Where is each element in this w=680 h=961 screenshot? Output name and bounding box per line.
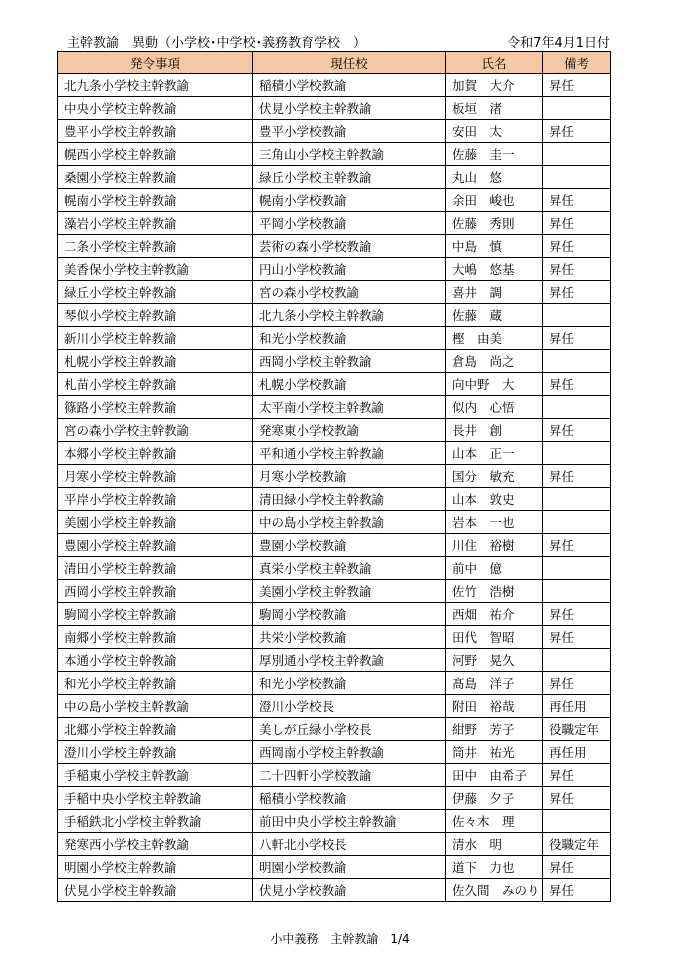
column-header-name: 氏名 <box>446 52 543 74</box>
table-row <box>58 327 611 350</box>
column-header-remarks: 備考 <box>543 52 611 74</box>
table-row <box>58 258 611 281</box>
name-cell: 大嶋 悠基 <box>446 258 543 281</box>
name-cell: 附田 裕哉 <box>446 695 543 718</box>
table-row <box>58 465 611 488</box>
remarks-cell: 昇任 <box>543 235 611 258</box>
name-cell: 河野 晃久 <box>446 649 543 672</box>
remarks-cell <box>543 649 611 672</box>
remarks-cell: 昇任 <box>543 856 611 879</box>
remarks-cell <box>543 511 611 534</box>
name-cell: 川住 裕樹 <box>446 534 543 557</box>
name-cell: 紺野 芳子 <box>446 718 543 741</box>
name-cell: 伊藤 夕子 <box>446 787 543 810</box>
column-header-appointment: 発令事項 <box>58 52 253 74</box>
remarks-cell: 役職定年 <box>543 718 611 741</box>
appointment-cell: 月寒小学校主幹教諭 <box>58 465 253 488</box>
appointment-cell: 清田小学校主幹教諭 <box>58 557 253 580</box>
appointment-cell: 緑丘小学校主幹教諭 <box>58 281 253 304</box>
appointment-cell: 美香保小学校主幹教諭 <box>58 258 253 281</box>
remarks-cell <box>543 488 611 511</box>
appointment-cell: 本郷小学校主幹教諭 <box>58 442 253 465</box>
current-school-cell: 澄川小学校長 <box>253 695 446 718</box>
current-school-cell: 月寒小学校教諭 <box>253 465 446 488</box>
remarks-cell <box>543 396 611 419</box>
table-row <box>58 580 611 603</box>
current-school-cell: 三角山小学校主幹教諭 <box>253 143 446 166</box>
remarks-cell: 昇任 <box>543 74 611 97</box>
appointment-cell: 手稲中央小学校主幹教諭 <box>58 787 253 810</box>
remarks-cell: 昇任 <box>543 327 611 350</box>
appointment-cell: 豊園小学校主幹教諭 <box>58 534 253 557</box>
current-school-cell: 美園小学校主幹教諭 <box>253 580 446 603</box>
current-school-cell: 二十四軒小学校教諭 <box>253 764 446 787</box>
table-row <box>58 74 611 97</box>
current-school-cell: 豊平小学校教諭 <box>253 120 446 143</box>
appointment-cell: 伏見小学校主幹教諭 <box>58 879 253 902</box>
table-row <box>58 511 611 534</box>
table-body <box>58 74 611 902</box>
name-cell: 似内 心悟 <box>446 396 543 419</box>
remarks-cell <box>543 810 611 833</box>
table-row <box>58 764 611 787</box>
appointment-cell: 幌西小学校主幹教諭 <box>58 143 253 166</box>
name-cell: 筒井 祐光 <box>446 741 543 764</box>
table-row <box>58 396 611 419</box>
table-row <box>58 534 611 557</box>
table-row <box>58 879 611 902</box>
current-school-cell: 芸術の森小学校教諭 <box>253 235 446 258</box>
name-cell: 加賀 大介 <box>446 74 543 97</box>
current-school-cell: 伏見小学校主幹教諭 <box>253 97 446 120</box>
current-school-cell: 和光小学校教諭 <box>253 327 446 350</box>
current-school-cell: 稲積小学校教諭 <box>253 787 446 810</box>
appointment-cell: 明園小学校主幹教諭 <box>58 856 253 879</box>
remarks-cell: 再任用 <box>543 695 611 718</box>
personnel-table <box>57 51 611 902</box>
name-cell: 田中 由希子 <box>446 764 543 787</box>
remarks-cell <box>543 143 611 166</box>
remarks-cell: 昇任 <box>543 764 611 787</box>
document-title: 主幹教諭 異動（小学校･中学校･義務教育学校 ） <box>67 36 367 51</box>
current-school-cell: 清田緑小学校主幹教諭 <box>253 488 446 511</box>
remarks-cell: 昇任 <box>543 534 611 557</box>
table-row <box>58 281 611 304</box>
name-cell: 髙島 洋子 <box>446 672 543 695</box>
name-cell: 佐藤 蔵 <box>446 304 543 327</box>
appointment-cell: 藻岩小学校主幹教諭 <box>58 212 253 235</box>
table-row <box>58 373 611 396</box>
table-row <box>58 833 611 856</box>
current-school-cell: 美しが丘緑小学校長 <box>253 718 446 741</box>
name-cell: 道下 力也 <box>446 856 543 879</box>
table-row <box>58 97 611 120</box>
table-header-row <box>58 52 611 74</box>
appointment-cell: 西岡小学校主幹教諭 <box>58 580 253 603</box>
appointment-cell: 豊平小学校主幹教諭 <box>58 120 253 143</box>
appointment-cell: 桑園小学校主幹教諭 <box>58 166 253 189</box>
appointment-cell: 篠路小学校主幹教諭 <box>58 396 253 419</box>
remarks-cell: 昇任 <box>543 787 611 810</box>
current-school-cell: 駒岡小学校教諭 <box>253 603 446 626</box>
appointment-cell: 南郷小学校主幹教諭 <box>58 626 253 649</box>
remarks-cell <box>543 97 611 120</box>
current-school-cell: 幌南小学校教諭 <box>253 189 446 212</box>
table-row <box>58 626 611 649</box>
table-row <box>58 304 611 327</box>
current-school-cell: 平岡小学校教諭 <box>253 212 446 235</box>
issue-date: 令和7年4月1日付 <box>507 36 610 51</box>
appointment-cell: 手稲鉄北小学校主幹教諭 <box>58 810 253 833</box>
appointment-cell: 札幌小学校主幹教諭 <box>58 350 253 373</box>
name-cell: 余田 峻也 <box>446 189 543 212</box>
remarks-cell: 役職定年 <box>543 833 611 856</box>
name-cell: 佐久間 みのり <box>446 879 543 902</box>
current-school-cell: 前田中央小学校主幹教諭 <box>253 810 446 833</box>
remarks-cell <box>543 350 611 373</box>
appointment-cell: 中央小学校主幹教諭 <box>58 97 253 120</box>
appointment-cell: 幌南小学校主幹教諭 <box>58 189 253 212</box>
appointment-cell: 本通小学校主幹教諭 <box>58 649 253 672</box>
table-row <box>58 350 611 373</box>
remarks-cell <box>543 304 611 327</box>
remarks-cell <box>543 442 611 465</box>
table-row <box>58 419 611 442</box>
name-cell: 佐藤 秀則 <box>446 212 543 235</box>
name-cell: 岩本 一也 <box>446 511 543 534</box>
table-row <box>58 787 611 810</box>
name-cell: 安田 太 <box>446 120 543 143</box>
current-school-cell: 豊園小学校教諭 <box>253 534 446 557</box>
remarks-cell: 昇任 <box>543 373 611 396</box>
name-cell: 西畑 祐介 <box>446 603 543 626</box>
current-school-cell: 八軒北小学校長 <box>253 833 446 856</box>
current-school-cell: 北九条小学校主幹教諭 <box>253 304 446 327</box>
name-cell: 佐竹 浩樹 <box>446 580 543 603</box>
current-school-cell: 緑丘小学校主幹教諭 <box>253 166 446 189</box>
remarks-cell: 再任用 <box>543 741 611 764</box>
appointment-cell: 平岸小学校主幹教諭 <box>58 488 253 511</box>
name-cell: 向中野 大 <box>446 373 543 396</box>
current-school-cell: 円山小学校教諭 <box>253 258 446 281</box>
current-school-cell: 札幌小学校教諭 <box>253 373 446 396</box>
name-cell: 倉島 尚之 <box>446 350 543 373</box>
remarks-cell: 昇任 <box>543 212 611 235</box>
remarks-cell: 昇任 <box>543 189 611 212</box>
name-cell: 田代 智昭 <box>446 626 543 649</box>
column-header-current-school: 現任校 <box>253 52 446 74</box>
current-school-cell: 明園小学校教諭 <box>253 856 446 879</box>
name-cell: 樫 由美 <box>446 327 543 350</box>
name-cell: 清水 明 <box>446 833 543 856</box>
table-row <box>58 143 611 166</box>
current-school-cell: 稲積小学校教諭 <box>253 74 446 97</box>
current-school-cell: 太平南小学校主幹教諭 <box>253 396 446 419</box>
name-cell: 佐々木 理 <box>446 810 543 833</box>
table-row <box>58 649 611 672</box>
appointment-cell: 駒岡小学校主幹教諭 <box>58 603 253 626</box>
appointment-cell: 発寒西小学校主幹教諭 <box>58 833 253 856</box>
current-school-cell: 伏見小学校教諭 <box>253 879 446 902</box>
table-row <box>58 442 611 465</box>
table-row <box>58 810 611 833</box>
name-cell: 丸山 悠 <box>446 166 543 189</box>
table-row <box>58 856 611 879</box>
remarks-cell: 昇任 <box>543 258 611 281</box>
current-school-cell: 共栄小学校教諭 <box>253 626 446 649</box>
remarks-cell: 昇任 <box>543 672 611 695</box>
table-row <box>58 672 611 695</box>
remarks-cell <box>543 166 611 189</box>
table-row <box>58 189 611 212</box>
name-cell: 中島 慎 <box>446 235 543 258</box>
page-footer: 小中義務 主幹教諭 1/4 <box>270 932 410 946</box>
current-school-cell: 和光小学校教諭 <box>253 672 446 695</box>
current-school-cell: 西岡南小学校主幹教諭 <box>253 741 446 764</box>
name-cell: 長井 創 <box>446 419 543 442</box>
current-school-cell: 宮の森小学校教諭 <box>253 281 446 304</box>
remarks-cell <box>543 580 611 603</box>
remarks-cell: 昇任 <box>543 120 611 143</box>
current-school-cell: 中の島小学校主幹教諭 <box>253 511 446 534</box>
remarks-cell <box>543 557 611 580</box>
table-row <box>58 120 611 143</box>
remarks-cell: 昇任 <box>543 419 611 442</box>
name-cell: 山本 正一 <box>446 442 543 465</box>
appointment-cell: 琴似小学校主幹教諭 <box>58 304 253 327</box>
current-school-cell: 平和通小学校主幹教諭 <box>253 442 446 465</box>
appointment-cell: 澄川小学校主幹教諭 <box>58 741 253 764</box>
appointment-cell: 北九条小学校主幹教諭 <box>58 74 253 97</box>
appointment-cell: 中の島小学校主幹教諭 <box>58 695 253 718</box>
remarks-cell: 昇任 <box>543 879 611 902</box>
name-cell: 山本 敦史 <box>446 488 543 511</box>
current-school-cell: 厚別通小学校主幹教諭 <box>253 649 446 672</box>
remarks-cell: 昇任 <box>543 603 611 626</box>
remarks-cell: 昇任 <box>543 281 611 304</box>
table-row <box>58 235 611 258</box>
table-row <box>58 557 611 580</box>
table-row <box>58 741 611 764</box>
appointment-cell: 宮の森小学校主幹教諭 <box>58 419 253 442</box>
appointment-cell: 二条小学校主幹教諭 <box>58 235 253 258</box>
table-row <box>58 212 611 235</box>
appointment-cell: 札苗小学校主幹教諭 <box>58 373 253 396</box>
remarks-cell: 昇任 <box>543 626 611 649</box>
remarks-cell: 昇任 <box>543 465 611 488</box>
appointment-cell: 美園小学校主幹教諭 <box>58 511 253 534</box>
current-school-cell: 真栄小学校主幹教諭 <box>253 557 446 580</box>
appointment-cell: 手稲東小学校主幹教諭 <box>58 764 253 787</box>
table-row <box>58 718 611 741</box>
name-cell: 前中 億 <box>446 557 543 580</box>
table-row <box>58 166 611 189</box>
table-row <box>58 695 611 718</box>
name-cell: 板垣 渚 <box>446 97 543 120</box>
table-row <box>58 488 611 511</box>
appointment-cell: 北郷小学校主幹教諭 <box>58 718 253 741</box>
current-school-cell: 発寒東小学校教諭 <box>253 419 446 442</box>
name-cell: 国分 敏充 <box>446 465 543 488</box>
current-school-cell: 西岡小学校主幹教諭 <box>253 350 446 373</box>
appointment-cell: 和光小学校主幹教諭 <box>58 672 253 695</box>
name-cell: 喜井 調 <box>446 281 543 304</box>
table-row <box>58 603 611 626</box>
appointment-cell: 新川小学校主幹教諭 <box>58 327 253 350</box>
name-cell: 佐藤 圭一 <box>446 143 543 166</box>
